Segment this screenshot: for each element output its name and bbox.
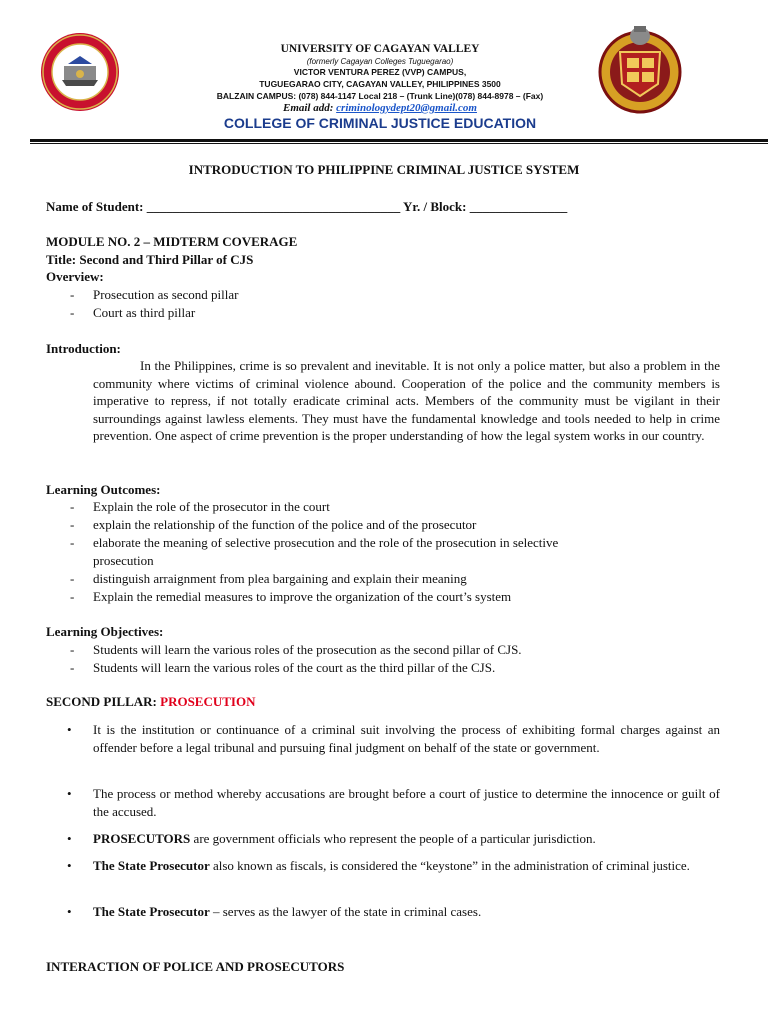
email-link[interactable]: criminologydept20@gmail.com — [336, 102, 477, 114]
document-title: INTRODUCTION TO PHILIPPINE CRIMINAL JUSTICE SYSTEM — [188, 162, 580, 177]
dash-marker: - — [70, 642, 75, 657]
introduction-heading: Introduction: — [46, 341, 121, 356]
bullet-marker: • — [67, 786, 72, 801]
name-of-student-line: Name of Student: _______________________________________ Yr. / Block: _______________ — [46, 199, 568, 214]
dash-marker: - — [70, 571, 75, 586]
bullet-marker: • — [67, 858, 72, 873]
campus-name: VICTOR VENTURA PEREZ (VVP) CAMPUS, — [293, 67, 467, 77]
dash-marker: - — [70, 589, 75, 604]
introduction-paragraph: In the Philippines, crime is so prevalent and inevitable. It is not only a police matter, but also a problem in the community where victims of criminal violence abound. Cooperation of the police and the community members is imperative to repress, if not totally eradicate criminal acts. Members of the community must be vigilant in their surroundings against lawless elements. They must have the fundamental knowledge and tools needed to help in crime prevention. One aspect of crime prevention is the proper understanding of how the legal system works in our country. — [93, 358, 720, 444]
list-item: The process or method whereby accusations are brought before a court of justice to determine the innocence or guilt of the accused. — [93, 786, 720, 819]
learning-objectives-heading: Learning Objectives: — [46, 624, 164, 639]
college-name: COLLEGE OF CRIMINAL JUSTICE EDUCATION — [223, 115, 537, 131]
bullet-marker: • — [67, 722, 72, 737]
prosecution-highlight: PROSECUTION — [160, 694, 256, 709]
overview-heading: Overview: — [46, 269, 104, 284]
dash-marker: - — [70, 517, 75, 532]
list-item: It is the institution or continuance of a criminal suit involving the process of exhibiting formal charges against an offender before a legal tribunal and pursuing final judgment on behalf of the state or government. — [93, 722, 720, 755]
dash-marker: - — [70, 660, 75, 675]
list-item: PROSECUTORS are government officials who represent the people of a particular jurisdiction. — [93, 831, 596, 846]
bullet-marker: • — [67, 831, 72, 846]
dash-marker: - — [70, 535, 75, 550]
email-label: Email add: — [282, 102, 337, 114]
formerly-name: (formerly Cagayan Colleges Tuguegarao) — [306, 57, 454, 66]
learning-outcomes-heading: Learning Outcomes: — [46, 482, 161, 497]
university-name: UNIVERSITY OF CAGAYAN VALLEY — [280, 43, 480, 55]
dash-marker: - — [70, 305, 75, 320]
header-rule-thin — [30, 143, 768, 144]
list-item: The State Prosecutor – serves as the lawyer of the state in criminal cases. — [93, 904, 482, 919]
list-item: The State Prosecutor also known as fiscals, is considered the “keystone” in the administration of criminal justice. — [93, 858, 690, 873]
dash-marker: - — [70, 499, 75, 514]
module-title: Title: Second and Third Pillar of CJS — [46, 252, 254, 267]
email-line — [130, 102, 630, 114]
dash-marker: - — [70, 287, 75, 302]
second-pillar-heading: SECOND PILLAR: PROSECUTION — [46, 694, 256, 709]
campus-address: TUGUEGARAO CITY, CAGAYAN VALLEY, PHILIPPINES 3500 — [259, 79, 501, 89]
header-rule-thick — [30, 139, 768, 142]
module-heading: MODULE NO. 2 – MIDTERM COVERAGE — [46, 234, 298, 249]
interaction-heading: INTERACTION OF POLICE AND PROSECUTORS — [46, 959, 345, 974]
university-seal-icon — [40, 32, 120, 112]
document-page: UNIVERSITY OF CAGAYAN VALLEY (formerly Cagayan Colleges Tuguegarao) VICTOR VENTURA PEREZ (VVP) CAMPUS, TUGUEGARAO CITY, CAGAYAN VALLEY, PHILIPPINES 3500 BALZAIN CAMPUS: (078) 844-1147 Local 218 – (Trunk Line)(078) 844-8978 – (Fax) Email add: criminologydept20@gmail.com COLLEGE OF CRIMINAL JUSTICE EDUCATION INTRODUCTION TO PHILIPPINE CRIMINAL JUSTICE SYSTEM Name of Student: _______________________________________ Yr. / Block: _______________ MODULE NO. 2 – MIDTERM COVERAGE Title: Second and Third Pillar of CJS Overview: - Prosecution as second pillar - Court as third pillar Introduction: In the Philippines, crime is so prevalent and inevitable. It is not only a police matter, but also a problem in the community where victims of criminal violence abound. Cooperation of the police and the community members is imperative to repress, if not totally eradicate criminal acts. Members of the community must be vigilant in their surroundings against lawless elements. They must have the fundamental knowledge and tools needed to help in crime prevention. One aspect of crime prevention is the proper understanding of how the legal system works in our country. Learning Outcomes: - Explain the role of the prosecutor in the court - explain the relationship of the function of the police and of the prosecutor - elaborate the meaning of selective prosecution and the role of the prosecution in selective prosecution - distinguish arraignment from plea bargaining and explain their meaning - Explain the remedial measures to improve the organization of the court’s system Learning Objectives: - Students will learn the various roles of the prosecution as the second pillar of CJS. - Students will learn the various roles of the court as the third pillar of the CJS. SECOND PILLAR: PROSECUTION • It is the institution or continuance of a criminal suit involving the process of exhibiting formal charges against an offender before a legal tribunal and pursuing final judgment on behalf of the state or government. • The process or method whereby accusations are brought before a court of justice to determine the innocence or guilt of the accused. • PROSECUTORS are government officials who represent the people of a particular jurisdiction. • The State Prosecutor also known as fiscals, is considered the “keystone” in the administration of criminal justice. • The State Prosecutor – serves as the lawyer of the state in criminal cases. INTERACTION OF POLICE AND PROSECUTORS — [0, 0, 768, 1024]
bullet-marker: • — [67, 904, 72, 919]
balzain-contact: BALZAIN CAMPUS: (078) 844-1147 Local 218 – (Trunk Line)(078) 844-8978 – (Fax) — [216, 91, 544, 101]
